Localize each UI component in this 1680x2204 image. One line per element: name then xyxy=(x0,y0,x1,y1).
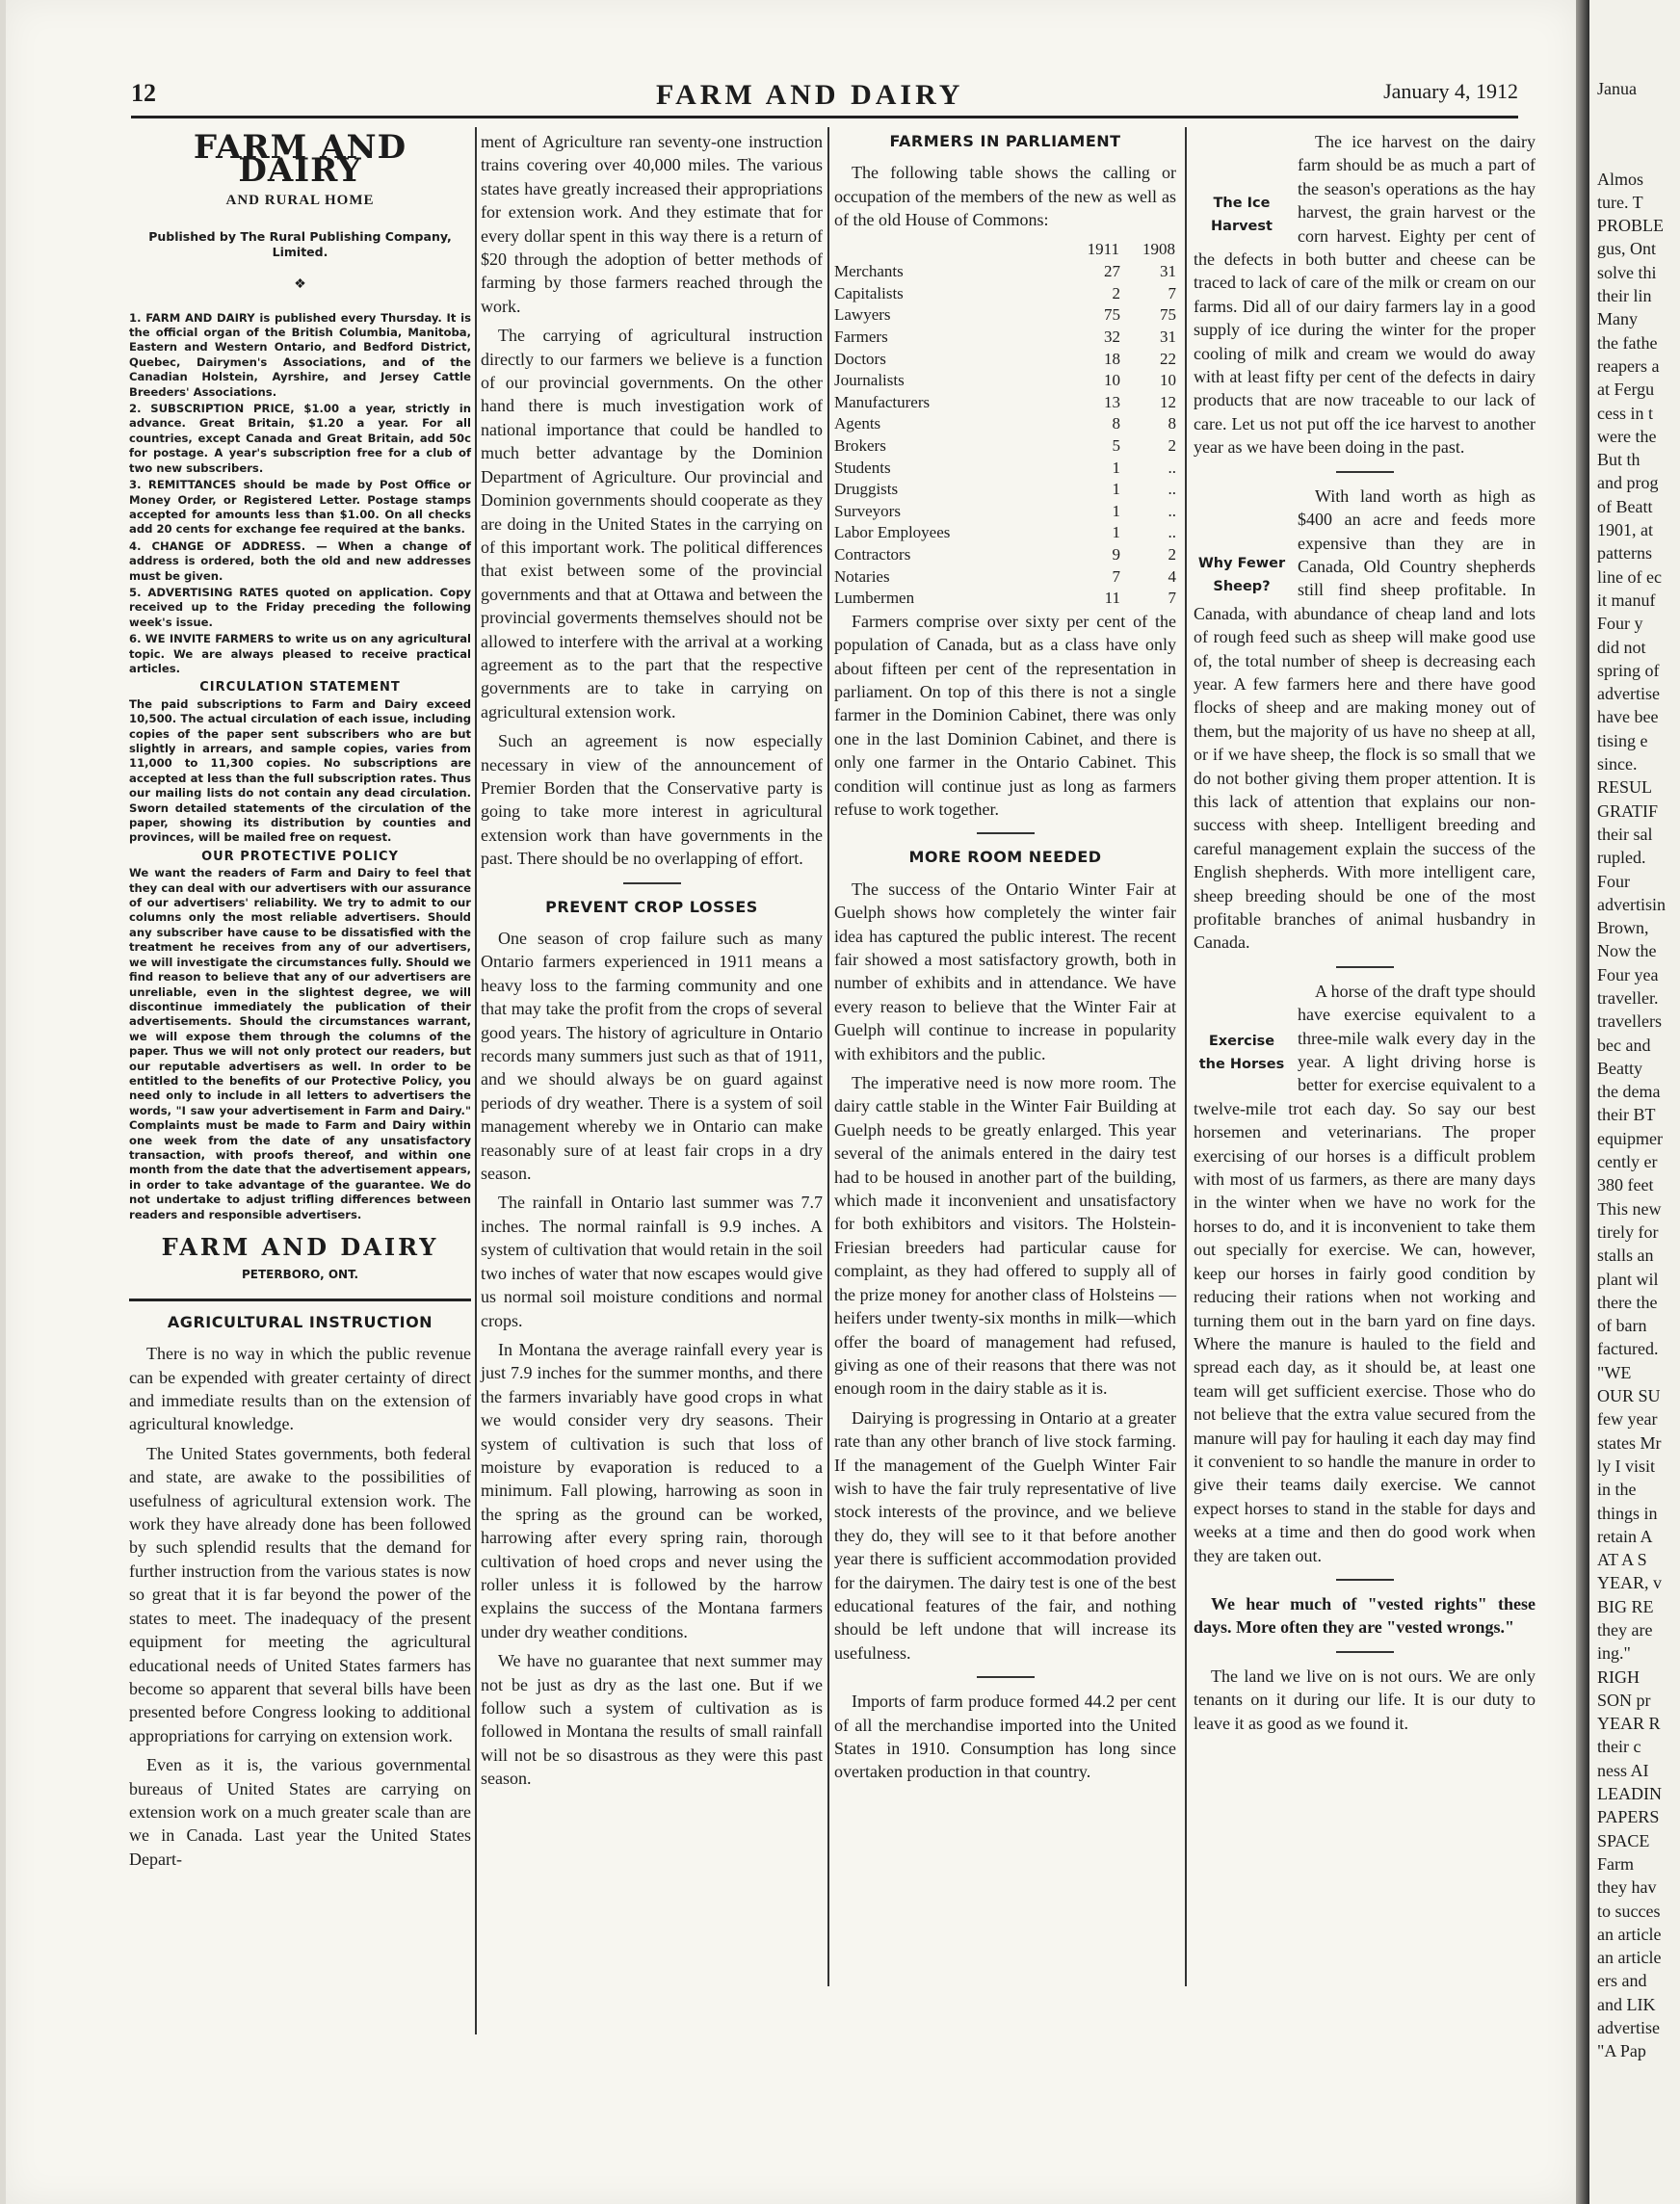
column-divider xyxy=(827,127,829,1986)
occupation-cell: Lawyers xyxy=(834,305,891,325)
count-cell: 2 xyxy=(1112,283,1120,302)
adjacent-line: "WE xyxy=(1597,1362,1632,1382)
table-row xyxy=(834,261,1176,283)
column-header: 1908 xyxy=(1142,239,1175,258)
adjacent-line: 1901, at xyxy=(1597,520,1653,540)
table-header-row xyxy=(834,238,1176,262)
count-cell: 75 xyxy=(1104,305,1120,325)
adjacent-line: Beatty xyxy=(1597,1058,1642,1078)
count-cell: 31 xyxy=(1160,262,1176,281)
adjacent-line: ers and xyxy=(1597,1971,1647,1991)
count-cell: 13 xyxy=(1104,392,1120,411)
policy-text: We want the readers of Farm and Dairy to feel that they can deal with our advertisers with our assurance of our advertisers' reliability. We try to admit to our columns only the most reliable advertisers. Should any subscriber have cause to be dissatisfied with the treatment he receives from any of our advertisers, we will investigate the circumstances fully. Should we find reason to believe that any of our advertisers are unreliable, even in the slightest degree, we will discontinue immediately the publication of their advertisements. Should the circumstances warrant, we will expose them through the columns of the paper. Thus we will not only protect our readers, but our reputable advertisers as well. In order to be entitled to the benefits of our Protective Policy, you need only to include in all letters to advertisers the words, "I saw your advertisement in Farm and Dairy." Complaints must be made to Farm and Dairy within one week from the date of any unsatisfactory transaction, with proofs thereof, and within one month from the date that the advertisement appears, in order to take advantage of the guarantee. We do not undertake to adjust trifling differences between readers and responsible advertisers. xyxy=(129,866,471,1221)
article-paragraph: The United States governments, both federal and state, are awake to the possibilities of usefulness of agricultural extension work. The work they have already done has been followed by such splendid results that the demand for further instruction from the various states is now so great that it is far beyond the power of the states to meet. The inadequacy of the present equipment for meeting the agricultural educational needs of United States farmers has become so apparent that several bills have been presented before Congress looking to additional appropriations for carrying on extension work. xyxy=(129,1443,471,1745)
adjacent-line: tising e xyxy=(1597,730,1648,750)
table-row xyxy=(834,283,1176,305)
article-paragraph: The imperative need is now more room. The dairy cattle stable in the Winter Fair Building at Guelph needs to be greatly enlarged. This year several of the animals entered in the dairy test had to be housed in another part of the building, which made it inconvenient and unsatisfactory for both exhibitors and visitors. The Holstein-Friesian breeders had particular cause for complaint, as they had offered to supply all of the prize money for another class of Holsteins — heifers under twenty-six months in milk—which offer the board of management had refused, giving as one of their reasons that there was not enough room in the dairy stable as it is. xyxy=(834,1073,1176,1399)
section-rule xyxy=(129,1299,471,1301)
table-row xyxy=(834,413,1176,435)
column-3 xyxy=(834,130,1176,1790)
count-cell: 22 xyxy=(1160,349,1176,368)
table-row xyxy=(834,588,1176,610)
adjacent-line: they are xyxy=(1597,1620,1653,1640)
count-cell: 32 xyxy=(1104,328,1120,346)
article-paragraph: The land we live on is not ours. We are only tenants on it during our life. It is our duty to leave it as good as we found it. xyxy=(1194,1666,1536,1733)
adjacent-line: advertise xyxy=(1597,2018,1660,2038)
adjacent-line xyxy=(1597,120,1666,144)
adjacent-line: cess in t xyxy=(1597,403,1653,423)
adjacent-line: it manuf xyxy=(1597,590,1656,610)
section-rule xyxy=(1336,471,1394,473)
column-2 xyxy=(481,130,823,1797)
adjacent-line: ness AI xyxy=(1597,1760,1649,1780)
count-cell: 2 xyxy=(1168,544,1176,564)
count-cell: 7 xyxy=(1168,589,1176,608)
article-paragraph: The ice harvest on the dairy farm should be as much a part of the season's operations as the hay harvest, the grain harvest or the corn harvest. Eighty per cent of the defects in both butter and cheese can be traced to lack of care of the milk or cream on our farms. Did all of our dairy farmers lay in a good supply of ice during the winter for the proper cooling of milk and cream we would do away with at least fifty per cent of the defects in dairy products that are now traceable to our lack of care. Let us not put off the ice harvest to another year as we have been doing in the past. xyxy=(1194,132,1536,458)
adjacent-line: "A Pap xyxy=(1597,2041,1646,2061)
article-paragraph: The carrying of agricultural instruction directly to our farmers we believe is a function of our provincial governments. On the other hand there is much investigation work of national importance that could be handled to much better advantage by the Dominion Department of Agriculture. Our provincial and Dominion governments should cooperate as they are doing in the United States in the carrying on of this important work. The political differences that exist between some of the provincial governments and that at Ottawa and between the provincial goverments themselves should not be allowed to interfere with the arrival at a working agreement as to the part that the respective governments are to take in carrying on agricultural extension work. xyxy=(481,326,823,722)
adjacent-line: Four yea xyxy=(1597,964,1659,984)
occupation-cell: Contractors xyxy=(834,544,911,564)
adjacent-line: SPACE xyxy=(1597,1830,1650,1850)
adjacent-line: AT A S xyxy=(1597,1550,1647,1570)
occupation-cell: Agents xyxy=(834,414,881,433)
table-row xyxy=(834,544,1176,566)
issue-date: January 4, 1912 xyxy=(1383,79,1518,103)
count-cell: 1 xyxy=(1112,523,1120,542)
notice-item: 2. SUBSCRIPTION PRICE, $1.00 a year, strictly in advance. Great Britain, $1.20 a year. For all countries, except Canada and Great Britain, add 50c for postage. A year's subscription free for a club of two new subscribers. xyxy=(129,402,471,475)
table-row xyxy=(834,501,1176,523)
adjacent-line xyxy=(1597,144,1666,167)
adjacent-line: patterns xyxy=(1597,543,1652,564)
table-row xyxy=(834,522,1176,544)
side-heading: The Ice Harvest xyxy=(1211,196,1273,234)
circulation-heading: CIRCULATION STATEMENT xyxy=(199,680,401,695)
count-cell: 12 xyxy=(1160,392,1176,411)
adjacent-line: of Beatt xyxy=(1597,496,1653,516)
count-cell: 8 xyxy=(1168,414,1176,433)
count-cell: 27 xyxy=(1104,262,1120,281)
adjacent-line: gus, Ont xyxy=(1597,239,1657,259)
section-rule xyxy=(1336,1579,1394,1581)
count-cell: 10 xyxy=(1104,371,1120,390)
adjacent-line: an article xyxy=(1597,1924,1662,1944)
article-paragraph: Such an agreement is now especially necessary in view of the announcement of Premier Borden that the Conservative party is going to take more interest in agricultural extension work than have governments in the past. There should be no overlapping of effort. xyxy=(481,731,823,869)
section-rule xyxy=(977,832,1035,834)
adjacent-line: line of ec xyxy=(1597,566,1662,587)
column-4 xyxy=(1194,130,1536,1741)
adjacent-line: OUR SU xyxy=(1597,1386,1661,1406)
adjacent-line: SON pr xyxy=(1597,1690,1651,1710)
adjacent-line: ly I visit xyxy=(1597,1456,1656,1476)
count-cell: .. xyxy=(1168,480,1176,499)
adjacent-line: YEAR, v xyxy=(1597,1573,1662,1593)
count-cell: 7 xyxy=(1112,566,1120,586)
adjacent-line: GRATIF xyxy=(1597,800,1659,821)
article-heading: PREVENT CROP LOSSES xyxy=(545,897,758,916)
adjacent-line: PAPERS xyxy=(1597,1807,1660,1827)
page-fold-shadow xyxy=(1576,0,1589,2204)
adjacent-line: YEAR R xyxy=(1597,1714,1661,1734)
occupation-cell: Lumbermen xyxy=(834,589,915,608)
article-paragraph: The following table shows the calling or occupation of the members of the new as well as of the old House of Commons: xyxy=(834,163,1176,230)
notice-item: 1. FARM AND DAIRY is published every Thursday. It is the official organ of the British Columbia, Manitoba, Eastern and Western Ontario, and Bedford District, Quebec, Dairymen's Associations, and of the Canadian Holstein, Ayrshire, and Jersey Cattle Breeders' Associations. xyxy=(129,310,471,399)
occupation-cell: Journalists xyxy=(834,371,905,390)
adjacent-line: the dema xyxy=(1597,1082,1661,1102)
adjacent-line: an article xyxy=(1597,1948,1662,1968)
adjacent-line: travellers xyxy=(1597,1011,1662,1032)
adjacent-line: few year xyxy=(1597,1409,1658,1430)
adjacent-line: factured. xyxy=(1597,1339,1659,1359)
occupation-cell: Merchants xyxy=(834,262,904,281)
article-heading: FARMERS IN PARLIAMENT xyxy=(889,132,1121,150)
count-cell: 1 xyxy=(1112,458,1120,477)
count-cell: 10 xyxy=(1160,371,1176,390)
column-divider xyxy=(475,127,477,2034)
table-row xyxy=(834,392,1176,414)
article-paragraph: The rainfall in Ontario last summer was 7.7 inches. The normal rainfall is 9.9 inches. A system of cultivation that would retain in the soil two inches of water that now escapes would give us normal soil moisture conditions and normal crops. xyxy=(481,1193,823,1330)
count-cell: 31 xyxy=(1160,328,1176,346)
table-row xyxy=(834,304,1176,327)
occupation-cell: Students xyxy=(834,458,891,477)
header-rule xyxy=(131,116,1518,118)
adjacent-line: were the xyxy=(1597,426,1657,446)
article-paragraph: The success of the Ontario Winter Fair at Guelph shows how completely the winter fair idea has captured the public interest. The recent fair showed a most satisfactory growth, both in number of exhibits and in attendance. We have every reason to believe that the Winter Fair at Guelph will continue to increase in popularity with exhibitors and the public. xyxy=(834,879,1176,1063)
notice-item: 6. WE INVITE FARMERS to write us on any agricultural topic. We are always pleased to receive practical articles. xyxy=(129,632,471,675)
adjacent-line: But th xyxy=(1597,450,1641,470)
adjacent-page-header: Janua xyxy=(1597,79,1637,98)
article-heading: AGRICULTURAL INSTRUCTION xyxy=(167,1312,433,1331)
article-paragraph: Even as it is, the various governmental bureaus of United States are carrying on extension work on a much greater scale than are we in Canada. Last year the United States Depart- xyxy=(129,1755,471,1869)
parliament-table xyxy=(834,238,1176,610)
adjacent-line: rupled. xyxy=(1597,848,1646,868)
occupation-cell: Doctors xyxy=(834,349,886,368)
adjacent-line: Almos xyxy=(1597,169,1644,189)
count-cell: .. xyxy=(1168,501,1176,520)
count-cell: 1 xyxy=(1112,480,1120,499)
article-paragraph: Imports of farm produce formed 44.2 per cent of all the merchandise imported into the United States in 1910. Consumption has long since overtaken production in that country. xyxy=(834,1692,1176,1782)
adjacent-line: retain A xyxy=(1597,1526,1653,1546)
adjacent-line: traveller. xyxy=(1597,987,1659,1008)
adjacent-line: have bee xyxy=(1597,707,1659,727)
count-cell: 1 xyxy=(1112,501,1120,520)
occupation-cell: Brokers xyxy=(834,435,886,455)
adjacent-line: the fathe xyxy=(1597,332,1658,353)
count-cell: 11 xyxy=(1104,589,1120,608)
column-1 xyxy=(129,130,471,1876)
adjacent-line: 380 feet xyxy=(1597,1175,1654,1195)
adjacent-line: bec and xyxy=(1597,1035,1651,1055)
adjacent-line: since. xyxy=(1597,754,1638,774)
notice-item: 5. ADVERTISING RATES quoted on application. Copy received up to the Friday preceding the following week's issue. xyxy=(129,585,471,629)
section-rule xyxy=(1336,966,1394,968)
adjacent-line: solve thi xyxy=(1597,262,1657,282)
occupation-cell: Surveyors xyxy=(834,501,901,520)
policy-heading: OUR PROTECTIVE POLICY xyxy=(201,849,399,864)
adjacent-line: BIG RE xyxy=(1597,1596,1654,1616)
adjacent-line: Farm xyxy=(1597,1853,1634,1874)
adjacent-line: Brown, xyxy=(1597,918,1649,938)
article-heading: MORE ROOM NEEDED xyxy=(908,848,1102,867)
article-paragraph: One season of crop failure such as many Ontario farmers experienced in 1911 means a heavy loss to the farming community and one that may take the profit from the crops of several good years. The history of agriculture in Ontario records many summers just such as that of 1911, and we should always be on guard against periods of dry weather. There is a system of soil management whereby we in Ontario can make reasonably sure of at least fair crops in a dry season. xyxy=(481,929,823,1184)
occupation-cell: Notaries xyxy=(834,566,890,586)
adjacent-line: ture. T xyxy=(1597,192,1643,212)
circulation-text: The paid subscriptions to Farm and Dairy exceed 10,500. The actual circulation of each issue, including copies of the paper sent subscribers who are but slightly in arrears, and sample copies, varies from 11,000 to 11,300 copies. No subscriptions are accepted at less than the full subscription rates. Thus our mailing lists do not contain any dead circulation. Sworn detailed statements of the circulation of the paper, showing its distribution by counties and provinces, will be mailed free on request. xyxy=(129,696,471,845)
count-cell: 5 xyxy=(1112,435,1120,455)
count-cell: .. xyxy=(1168,523,1176,542)
count-cell: .. xyxy=(1168,458,1176,477)
footer-place: PETERBORO, ONT. xyxy=(241,1268,359,1282)
adjacent-line: reapers a xyxy=(1597,355,1660,376)
publication-notices xyxy=(129,311,471,1222)
adjacent-line: and LIK xyxy=(1597,1994,1656,2014)
occupation-cell: Capitalists xyxy=(834,283,904,302)
adjacent-line: Four y xyxy=(1597,614,1643,634)
side-heading: Why Fewer Sheep? xyxy=(1197,555,1286,594)
count-cell: 18 xyxy=(1104,349,1120,368)
article-paragraph: Dairying is progressing in Ontario at a greater rate than any other branch of live stock farming. If the management of the Guelph Winter Fair wish to have the fair truly representative of live stock interests of the province, and we believe they do, they will see to it that before another year there is sufficient accommodation provided for the dairymen. The dairy test is one of the best educational features of the fair, and nothing should be left undone that will increase its usefulness. xyxy=(834,1407,1176,1663)
table-row xyxy=(834,370,1176,392)
adjacent-line: equipmer xyxy=(1597,1128,1663,1148)
publisher-line: Published by The Rural Publishing Company, Limited. xyxy=(148,229,452,260)
article-paragraph: We have no guarantee that next summer may not be just as dry as the last one. But if we follow such a system of cultivation as is followed in Montana the results of small rainfall will not be so disastrous as they were this past season. xyxy=(481,1651,823,1789)
running-masthead: FARM AND DAIRY xyxy=(656,79,964,111)
article-paragraph: In Montana the average rainfall every year is just 7.9 inches for the summer months, and there the farmers invariably have good crops in what we would consider very dry seasons. Their system of cultivation is such that loss of moisture by evaporation is reduced to a minimum. Fall plowing, harrowing as soon in the spring as the ground can be worked, harrowing after every spring rain, thorough cultivation of hoed crops and never using the roller unless it is followed by the harrow explains the success of the Montana farmers under dry weather conditions. xyxy=(481,1339,823,1641)
adjacent-line: and prog xyxy=(1597,473,1659,493)
adjacent-line: at Fergu xyxy=(1597,380,1655,400)
adjacent-line: in the xyxy=(1597,1480,1637,1500)
footer-title: FARM AND DAIRY xyxy=(161,1233,439,1261)
article-paragraph: There is no way in which the public revenue can be expended with greater certainty of direct and immediate results than on the extension of agricultural knowledge. xyxy=(129,1344,471,1434)
adjacent-line: Many xyxy=(1597,309,1638,329)
table-row xyxy=(834,566,1176,589)
newspaper-page xyxy=(6,0,1576,2204)
nameplate-subtitle: AND RURAL HOME xyxy=(225,192,375,208)
adjacent-line: cently er xyxy=(1597,1152,1658,1172)
count-cell: 2 xyxy=(1168,435,1176,455)
adjacent-line: states Mr xyxy=(1597,1432,1662,1453)
adjacent-line: ing." xyxy=(1597,1643,1631,1664)
adjacent-line: RIGH xyxy=(1597,1666,1640,1687)
article-paragraph: ment of Agriculture ran seventy-one instruction trains covering over 40,000 miles. The various states have greatly increased their appropriations for extension work. And they estimate that for every dollar spent in this way there is a return of $20 through the adoption of better methods of farming by those farmers reached through the work. xyxy=(481,132,823,316)
adjacent-line: their BT xyxy=(1597,1105,1656,1125)
occupation-cell: Druggists xyxy=(834,480,899,499)
occupation-cell: Farmers xyxy=(834,328,888,346)
column-header: 1911 xyxy=(1087,239,1119,258)
section-rule xyxy=(623,882,681,884)
adjacent-line: did not xyxy=(1597,637,1646,657)
count-cell: 75 xyxy=(1160,305,1176,325)
article-paragraph: We hear much of "vested rights" these days. More often they are "vested wrongs." xyxy=(1194,1593,1536,1638)
adjacent-line: tirely for xyxy=(1597,1221,1659,1242)
adjacent-line: their lin xyxy=(1597,286,1652,306)
adjacent-line: to succes xyxy=(1597,1901,1661,1921)
adjacent-line: their sal xyxy=(1597,824,1653,844)
adjacent-line: This new xyxy=(1597,1198,1662,1219)
occupation-cell: Labor Employees xyxy=(834,523,951,542)
table-row xyxy=(834,327,1176,349)
adjacent-line: advertisin xyxy=(1597,894,1666,914)
section-rule xyxy=(1336,1651,1394,1653)
count-cell: 9 xyxy=(1112,544,1120,564)
article-paragraph: With land worth as high as $400 an acre and feeds more expensive than they are in Canada, Old Country shepherds still find sheep profitable. In Canada, with abundance of cheap land and lots of rough feed such as sheep will make good use of, the total number of sheep is decreasing each year. A few farmers here and there have good flocks of sheep and are making money out of them, but the majority of us have no sheep at all, or if we have sheep, the flock is so small that we do not bother giving them proper attention. It is this lack of attention that explains our non-success with sheep. Intelligent breeding and careful management explain the success of the English shepherds. With more intelligent care, sheep breeding should be one of the most profitable branches of animal husbandry in Canada. xyxy=(1194,485,1536,953)
article-paragraph: Farmers comprise over sixty per cent of the population of Canada, but as a class have only about fifteen per cent of the representation in parliament. On top of this there is not a single farmer in the Dominion Cabinet, there was only one in the last Dominion Cabinet, and there is only one farmer in the Ontario Cabinet. This condition will continue just as long as farmers refuse to work together. xyxy=(834,611,1176,819)
adjacent-line: LEADIN xyxy=(1597,1784,1662,1804)
adjacent-line: RESUL xyxy=(1597,777,1653,798)
adjacent-line: plant wil xyxy=(1597,1269,1659,1289)
adjacent-line: their c xyxy=(1597,1737,1641,1757)
adjacent-line: of barn xyxy=(1597,1316,1647,1336)
column-divider xyxy=(1185,127,1187,1986)
adjacent-line: they hav xyxy=(1597,1877,1657,1898)
table-row xyxy=(834,458,1176,480)
adjacent-line: things in xyxy=(1597,1503,1658,1523)
table-row xyxy=(834,349,1176,371)
adjacent-line: there the xyxy=(1597,1292,1658,1312)
adjacent-line: PROBLE xyxy=(1597,216,1665,236)
adjacent-line: spring of xyxy=(1597,660,1660,680)
adjacent-page-fragment xyxy=(1589,0,1680,2204)
count-cell: 7 xyxy=(1168,283,1176,302)
adjacent-line: Four xyxy=(1597,871,1631,891)
table-row xyxy=(834,479,1176,501)
adjacent-page-text xyxy=(1597,120,1666,2063)
page-number: 12 xyxy=(131,79,156,107)
count-cell: 8 xyxy=(1112,414,1120,433)
page-header xyxy=(131,79,1518,118)
notice-item: 3. REMITTANCES should be made by Post Office or Money Order, or Registered Letter. Postage stamps accepted for amounts less than $1.00. On all checks add 20 cents for exchange fee required at the banks. xyxy=(129,478,471,537)
table-row xyxy=(834,435,1176,458)
notice-item: 4. CHANGE OF ADDRESS. — When a change of address is ordered, both the old and new addresses must be given. xyxy=(129,538,471,583)
ornament-icon: ❖ xyxy=(294,277,306,293)
article-paragraph: A horse of the draft type should have exercise equivalent to a three-mile walk every day in the year. A light driving horse is better for exercise equivalent to a twelve-mile trot each day. So say our best horsemen and veterinarians. The proper exercising of our horses is a difficult problem with most of us farmers, as there are many days in the winter when we have no work for the horses to do, and it is inconvenient to take them out specially for exercise. We can, however, keep our horses in fairly good condition by reducing their rations when not working and turning them out in the barn yard on fine days. Where the manure is hauled to the field and spread each day, as it should be, at least one team will get sufficient exercise. Those who do not believe that the extra value secured from the manure will pay for hauling it each day may find it convenient to so handle the manure in order to give their teams daily exercise. We cannot expect horses to stand in the stable for days and weeks at a time and then do good work when they are taken out. xyxy=(1194,981,1536,1565)
adjacent-line: stalls an xyxy=(1597,1246,1654,1266)
nameplate-title: FARM AND DAIRY xyxy=(193,128,407,191)
adjacent-line: Now the xyxy=(1597,941,1657,961)
occupation-cell: Manufacturers xyxy=(834,392,931,411)
side-heading: Exercise the Horses xyxy=(1198,1033,1285,1072)
section-rule xyxy=(977,1676,1035,1678)
count-cell: 4 xyxy=(1168,566,1176,586)
adjacent-line: advertise xyxy=(1597,684,1660,704)
